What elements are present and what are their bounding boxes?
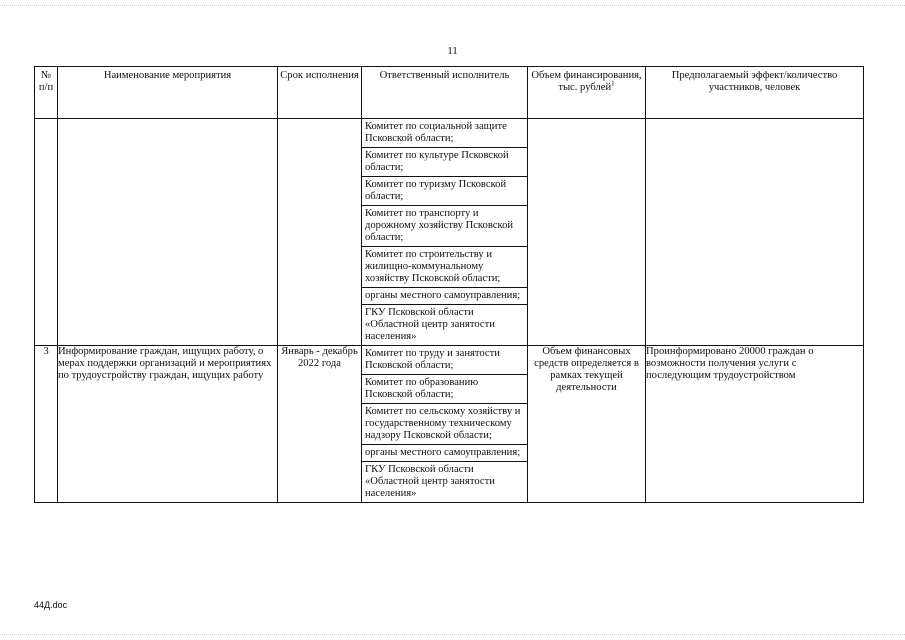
cell-num: 3 (35, 346, 58, 503)
executor-item: Комитет по транспорту и дорожному хозяйству Псковской области; (362, 206, 527, 247)
executor-item: Комитет по труду и занятости Псковской области; (362, 346, 527, 375)
cell-effect: Проинформировано 20000 граждан о возможности получения услуги с последующим трудоустройством (646, 346, 864, 503)
cell-effect (646, 119, 864, 346)
table-row-3 (35, 346, 864, 503)
cell-funding (528, 119, 646, 346)
executor-item: Комитет по строительству и жилищно-коммунальному хозяйству Псковской области; (362, 247, 527, 288)
cell-term (278, 119, 362, 346)
cell-term: Январь - декабрь 2022 года (278, 346, 362, 503)
executor-item: органы местного самоуправления; (362, 288, 527, 305)
top-scan-line (0, 5, 905, 6)
page-number: 11 (447, 45, 458, 57)
executor-item: органы местного самоуправления; (362, 445, 527, 462)
header-name: Наименование мероприятия (58, 67, 278, 119)
executor-item: Комитет по образованию Псковской области; (362, 375, 527, 404)
header-funding-text: Объем финансирования, тыс. рублей (531, 70, 642, 93)
header-num: № п/п (35, 67, 58, 119)
executor-item: ГКУ Псковской области «Областной центр занятости населения» (365, 464, 495, 499)
cell-executors (362, 346, 528, 503)
cell-num (35, 119, 58, 346)
cell-name: Информирование граждан, ищущих работу, о мерах поддержки организаций и мероприятиях по трудоустройству граждан, ищущих работу (58, 346, 278, 503)
header-effect: Предполагаемый эффект/количество участников, человек (646, 67, 864, 119)
header-funding-footnote: 1 (611, 79, 615, 88)
executor-item: ГКУ Псковской области «Областной центр занятости населения» (365, 307, 495, 342)
executor-item: Комитет по туризму Псковской области; (362, 177, 527, 206)
table-row-continued (35, 119, 864, 346)
executor-item: Комитет по культуре Псковской области; (362, 148, 527, 177)
cell-executors (362, 119, 528, 346)
header-term: Срок исполнения (278, 67, 362, 119)
cell-funding: Объем финансовых средств определяется в рамках текущей деятельности (528, 346, 646, 503)
bottom-scan-line (0, 634, 905, 635)
footer-filename: 44Д.doc (34, 600, 68, 610)
cell-name (58, 119, 278, 346)
header-executor: Ответственный исполнитель (362, 67, 528, 119)
events-table (34, 66, 864, 503)
header-funding (528, 67, 646, 119)
table-header-row (35, 67, 864, 119)
executor-item: Комитет по социальной защите Псковской области; (362, 119, 527, 148)
executor-item: Комитет по сельскому хозяйству и государственному техническому надзору Псковской области; (362, 404, 527, 445)
